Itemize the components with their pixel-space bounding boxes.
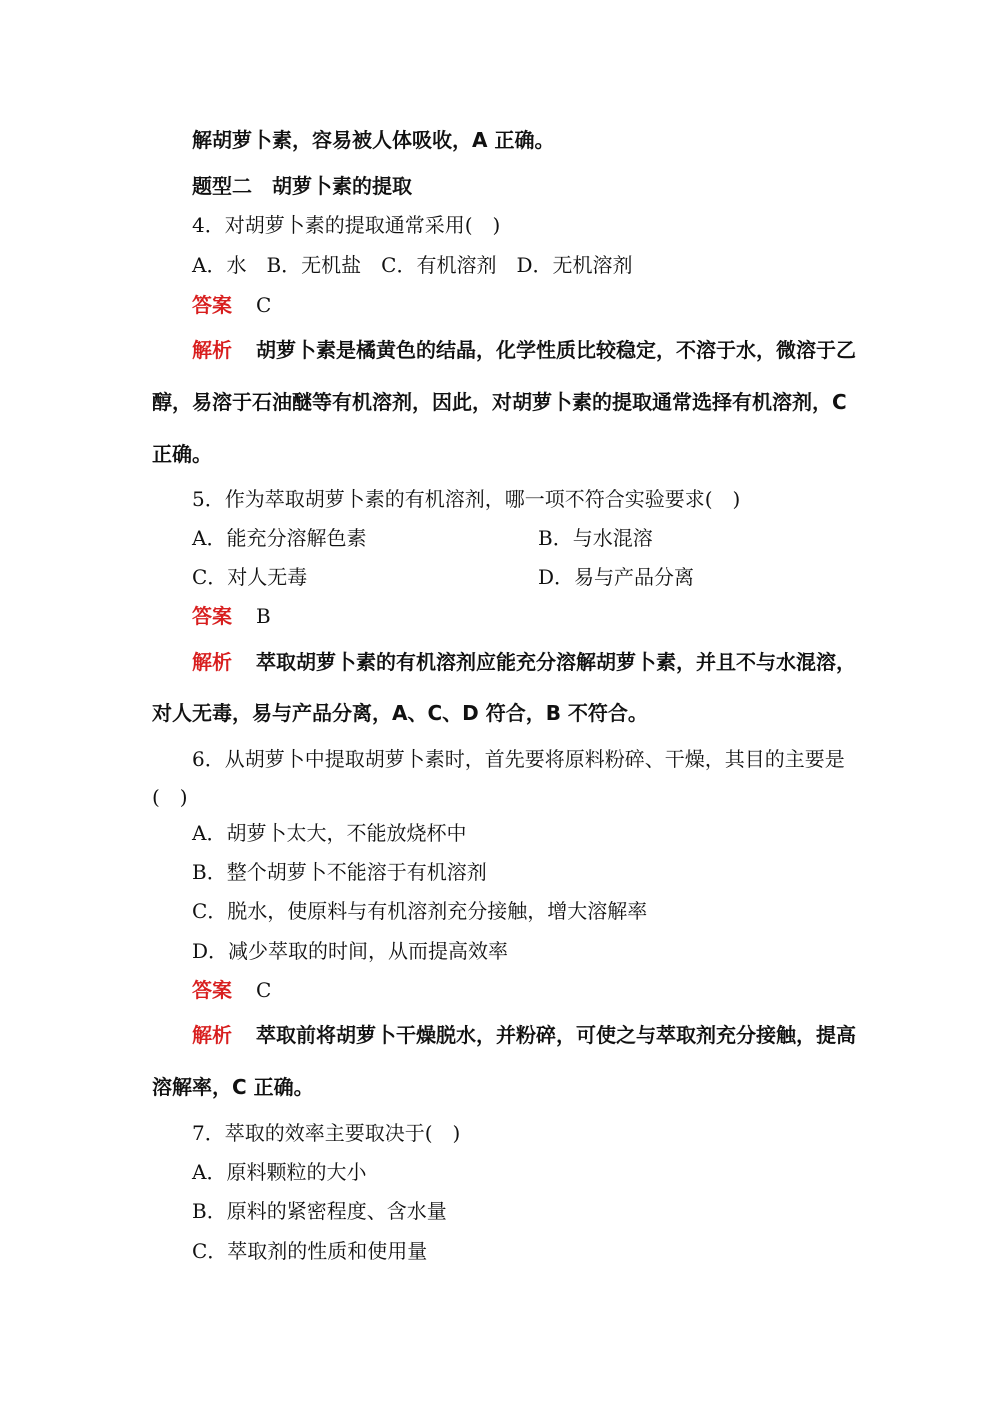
q5-answer <box>192 602 271 630</box>
q5-option-d: D．易与产品分离 <box>538 565 695 589</box>
analysis-label: 解析 <box>192 338 232 362</box>
q4-options: A．水 B．无机盐 C．有机溶剂 D．无机溶剂 <box>192 253 633 277</box>
q6-answer <box>192 976 271 1004</box>
q7-stem: 7．萃取的效率主要取决于( ) <box>192 1121 461 1145</box>
q5-stem: 5．作为萃取胡萝卜素的有机溶剂，哪一项不符合实验要求( ) <box>192 487 741 511</box>
q6-analysis-line-2: 溶解率，C 正确。 <box>152 1075 314 1099</box>
q4-analysis-line-1 <box>192 336 856 364</box>
q4-analysis-line-2: 醇，易溶于石油醚等有机溶剂，因此，对胡萝卜素的提取通常选择有机溶剂，C <box>152 390 847 414</box>
q4-stem: 4．对胡萝卜素的提取通常采用( ) <box>192 213 501 237</box>
q5-option-a: A．能充分溶解色素 <box>192 526 367 550</box>
q5-analysis-line-2: 对人无毒，易与产品分离，A、C、D 符合，B 不符合。 <box>152 701 648 725</box>
q6-option-b: B．整个胡萝卜不能溶于有机溶剂 <box>192 860 487 884</box>
answer-label: 答案 <box>192 978 232 1002</box>
analysis-label: 解析 <box>192 650 232 674</box>
q4-answer <box>192 291 271 319</box>
answer-value: B <box>256 604 271 628</box>
section-heading: 题型二 胡萝卜素的提取 <box>192 174 412 198</box>
answer-label: 答案 <box>192 293 232 317</box>
answer-label: 答案 <box>192 604 232 628</box>
q5-options-row-2 <box>192 563 892 591</box>
analysis-text: 萃取胡萝卜素的有机溶剂应能充分溶解胡萝卜素，并且不与水混溶， <box>256 650 856 674</box>
q6-stem-line-2: ( ) <box>152 785 188 809</box>
q7-option-b: B．原料的紧密程度、含水量 <box>192 1199 447 1223</box>
analysis-label: 解析 <box>192 1023 232 1047</box>
q5-option-b: B．与水混溶 <box>538 526 653 550</box>
analysis-text: 胡萝卜素是橘黄色的结晶，化学性质比较稳定，不溶于水，微溶于乙 <box>256 338 856 362</box>
analysis-text: 萃取前将胡萝卜干燥脱水，并粉碎，可使之与萃取剂充分接触，提高 <box>256 1023 856 1047</box>
q4-analysis-line-3: 正确。 <box>152 442 212 466</box>
q5-analysis-line-1 <box>192 648 856 676</box>
q6-option-d: D．减少萃取的时间，从而提高效率 <box>192 939 509 963</box>
q6-option-a: A．胡萝卜太大，不能放烧杯中 <box>192 821 467 845</box>
q5-options-row-1 <box>192 524 892 552</box>
q7-option-a: A．原料颗粒的大小 <box>192 1160 367 1184</box>
analysis-continuation: 解胡萝卜素，容易被人体吸收，A 正确。 <box>192 128 555 152</box>
q6-option-c: C．脱水，使原料与有机溶剂充分接触，增大溶解率 <box>192 899 648 923</box>
q7-option-c: C．萃取剂的性质和使用量 <box>192 1239 428 1263</box>
q6-analysis-line-1 <box>192 1021 856 1049</box>
answer-value: C <box>256 293 272 317</box>
q6-stem-line-1: 6．从胡萝卜中提取胡萝卜素时，首先要将原料粉碎、干燥，其目的主要是 <box>192 747 845 771</box>
answer-value: C <box>256 978 272 1002</box>
q5-option-c: C．对人无毒 <box>192 565 308 589</box>
